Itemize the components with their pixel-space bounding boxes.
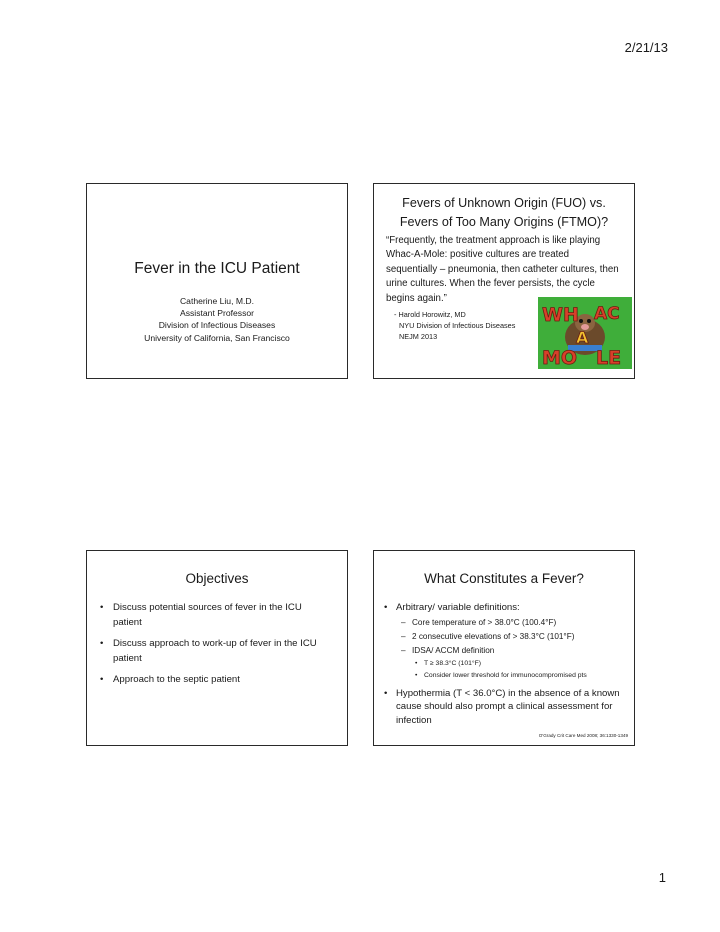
svg-text:MO: MO [542, 347, 578, 369]
page-number: 1 [658, 870, 666, 885]
slide-heading: What Constitutes a Fever? [424, 571, 584, 586]
author-name: Catherine Liu, M.D. [179, 296, 255, 306]
list-item: • Hypothermia (T < 36.0°C) in the absence of a known cause should also prompt a clinical assessment for infection [382, 687, 628, 728]
attribution-line: - Harold Horowitz, MD [394, 310, 466, 319]
slide-heading-line: Fevers of Too Many Origins (FTMO)? [399, 215, 609, 229]
svg-text:WH: WH [542, 304, 579, 326]
list-subitem: – 2 consecutive elevations of > 38.3°C (101°F) [382, 631, 628, 643]
slide-fever-definition [373, 550, 635, 746]
list-item: • Approach to the septic patient [97, 673, 333, 688]
slide-objectives [86, 550, 348, 746]
author-institution: University of California, San Francisco [144, 332, 290, 343]
list-item: • Discuss potential sources of fever in the ICU patient [97, 601, 333, 630]
whac-a-mole-image [538, 297, 632, 369]
list-subsubitem: • T ≥ 38.3°C (101°F) [382, 659, 628, 669]
list-item: • Arbitrary/ variable definitions: [382, 601, 628, 615]
list-subitem: – IDSA/ ACCM definition [382, 645, 628, 657]
author-position: Assistant Professor [179, 308, 255, 319]
svg-text:LE: LE [596, 347, 622, 369]
definition-list [382, 601, 628, 727]
page-date: 2/21/13 [624, 40, 668, 55]
list-subitem: – Core temperature of > 38.0°C (100.4°F) [382, 617, 628, 629]
quote-text: “Frequently, the treatment approach is like playing Whac-A-Mole: positive cultures are treated sequentially – pneumonia, then catheter cultures, then urine cultures. When the fever persists, the cycle begins again.” [386, 235, 619, 304]
svg-text:A: A [576, 328, 589, 347]
whac-a-mole-logo-icon [538, 297, 632, 369]
svg-text:AC: AC [594, 304, 620, 324]
citation: O'Grady Crit Care Med 2008; 36:1330-1349 [538, 733, 628, 738]
slide-heading [374, 194, 634, 232]
list-item: • Discuss approach to work-up of fever in the ICU patient [97, 637, 333, 666]
attribution-line: NEJM 2013 [399, 332, 438, 341]
slide-heading: Objectives [185, 571, 249, 586]
slide-fuo-ftmo [373, 183, 635, 379]
slide-title-heading: Fever in the ICU Patient [134, 260, 300, 277]
author-block [87, 295, 347, 344]
objectives-list [97, 601, 333, 695]
slide-heading-line: Fevers of Unknown Origin (FUO) vs. [402, 196, 606, 210]
attribution-line: NYU Division of Infectious Diseases [399, 321, 516, 330]
quote-attribution [394, 309, 515, 342]
author-division: Division of Infectious Diseases [158, 320, 276, 331]
slide-title [86, 183, 348, 379]
list-subsubitem: • Consider lower threshold for immunocompromised pts [382, 671, 628, 681]
